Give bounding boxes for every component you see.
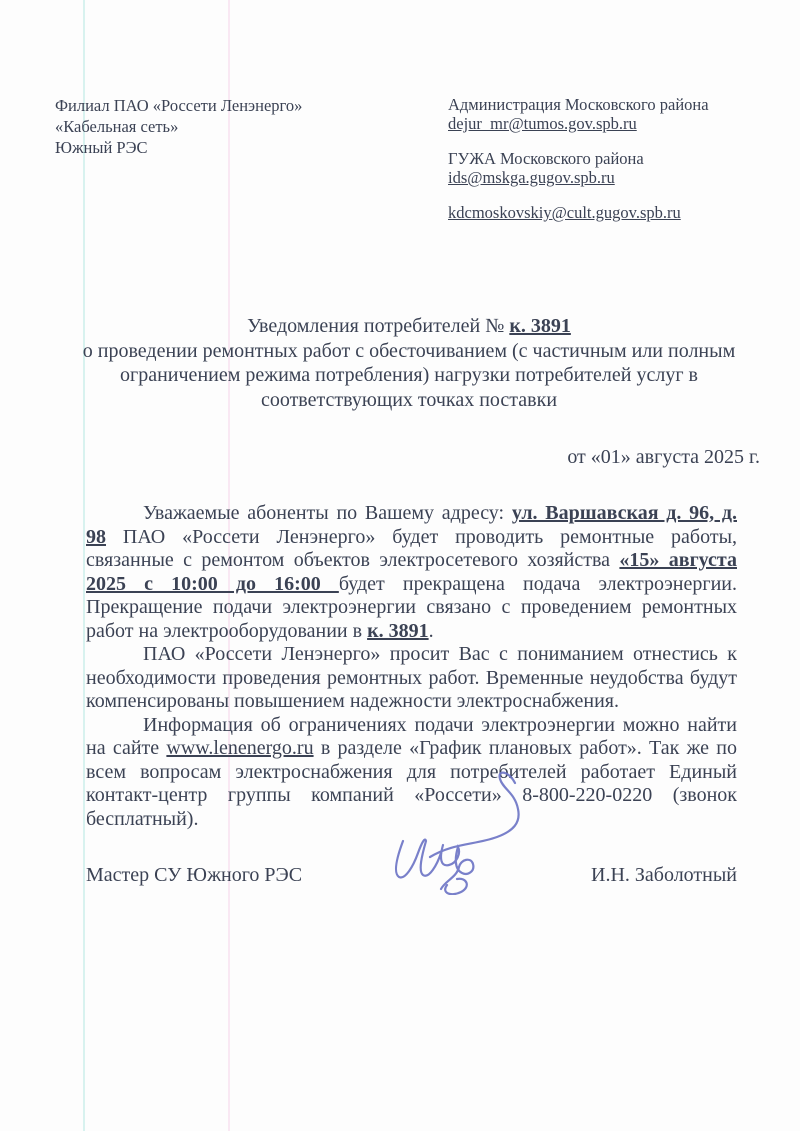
paragraph-1-text: Уважаемые абоненты по Вашему адресу: bbox=[143, 502, 512, 524]
cabinet-number-highlight: к. 3891 bbox=[367, 619, 429, 642]
notice-title-line-1 bbox=[78, 314, 740, 339]
recipient-email-1: dejur_mr@tumos.gov.spb.ru bbox=[448, 114, 637, 133]
recipient-org-1: Администрация Московского района bbox=[448, 95, 709, 114]
scan-artifact-line-teal bbox=[83, 0, 85, 1131]
paragraph-3-text: Информация об ограничениях подачи электроэнергии можно найти на сайте bbox=[86, 713, 737, 759]
recipient-group-1 bbox=[448, 95, 778, 133]
signer-name: И.Н. Заболотный bbox=[591, 864, 737, 886]
notice-title-line-4: соответствующих точках поставки bbox=[260, 388, 558, 411]
sender-line-1: Филиал ПАО «Россети Ленэнерго» bbox=[55, 96, 303, 115]
notice-title-line-3: ограничением режима потребления) нагрузки потребителей услуг в bbox=[120, 364, 698, 386]
notice-title bbox=[78, 314, 740, 412]
recipient-org-2: ГУЖА Московского района bbox=[448, 149, 644, 168]
paragraph-2: ПАО «Россети Ленэнерго» просит Вас с пониманием отнестись к необходимости проведения ремонтных работ. Временные неудобства будут компенсированы повышением надежности электроснабжения. bbox=[86, 643, 737, 712]
paragraph-1-text: . bbox=[428, 619, 434, 642]
letter-date: от «01» августа 2025 г. bbox=[567, 446, 760, 468]
recipient-email-3: kdcmoskovskiy@cult.gugov.spb.ru bbox=[448, 203, 681, 222]
website-link: www.lenenergo.ru bbox=[166, 737, 314, 759]
paragraph-1-text: ПАО «Россети Ленэнерго» будет проводить ремонтные работы, связанные с ремонтом объектов электросетевого хозяйства bbox=[86, 525, 737, 571]
recipients-block bbox=[448, 95, 778, 238]
sender-line-2: «Кабельная сеть» bbox=[55, 117, 179, 136]
sender-block bbox=[55, 95, 415, 158]
notice-title-line-2: о проведении ремонтных работ с обесточиванием (с частичным или полным bbox=[82, 339, 736, 362]
notice-number: к. 3891 bbox=[509, 315, 571, 337]
signer-position: Мастер СУ Южного РЭС bbox=[86, 864, 303, 886]
address-highlight: ул. Варшавская д. 96, д. 98 bbox=[86, 502, 737, 548]
recipient-group-2 bbox=[448, 149, 778, 187]
paragraph-3-text: в разделе «График плановых работ». Так же по всем вопросам электроснабжения для потребителей работает Единый контакт-центр группы компаний «Россети» 8-800-220-0220 (звонок бесплатный). bbox=[86, 737, 737, 830]
paragraph-1-text: будет прекращена подача электроэнергии. Прекращение подачи электроэнергии связано с проведением ремонтных работ на электрооборудовании в bbox=[86, 572, 737, 642]
signature-row bbox=[86, 864, 737, 887]
sender-line-3: Южный РЭС bbox=[55, 138, 148, 157]
recipient-group-3 bbox=[448, 203, 778, 222]
paragraph-1 bbox=[86, 502, 737, 643]
notice-title-prefix: Уведомления потребителей № bbox=[247, 315, 510, 337]
recipient-email-2: ids@mskga.gugov.spb.ru bbox=[448, 168, 615, 187]
outage-datetime-highlight: «15» августа 2025 с 10:00 до 16:00 bbox=[86, 549, 737, 595]
